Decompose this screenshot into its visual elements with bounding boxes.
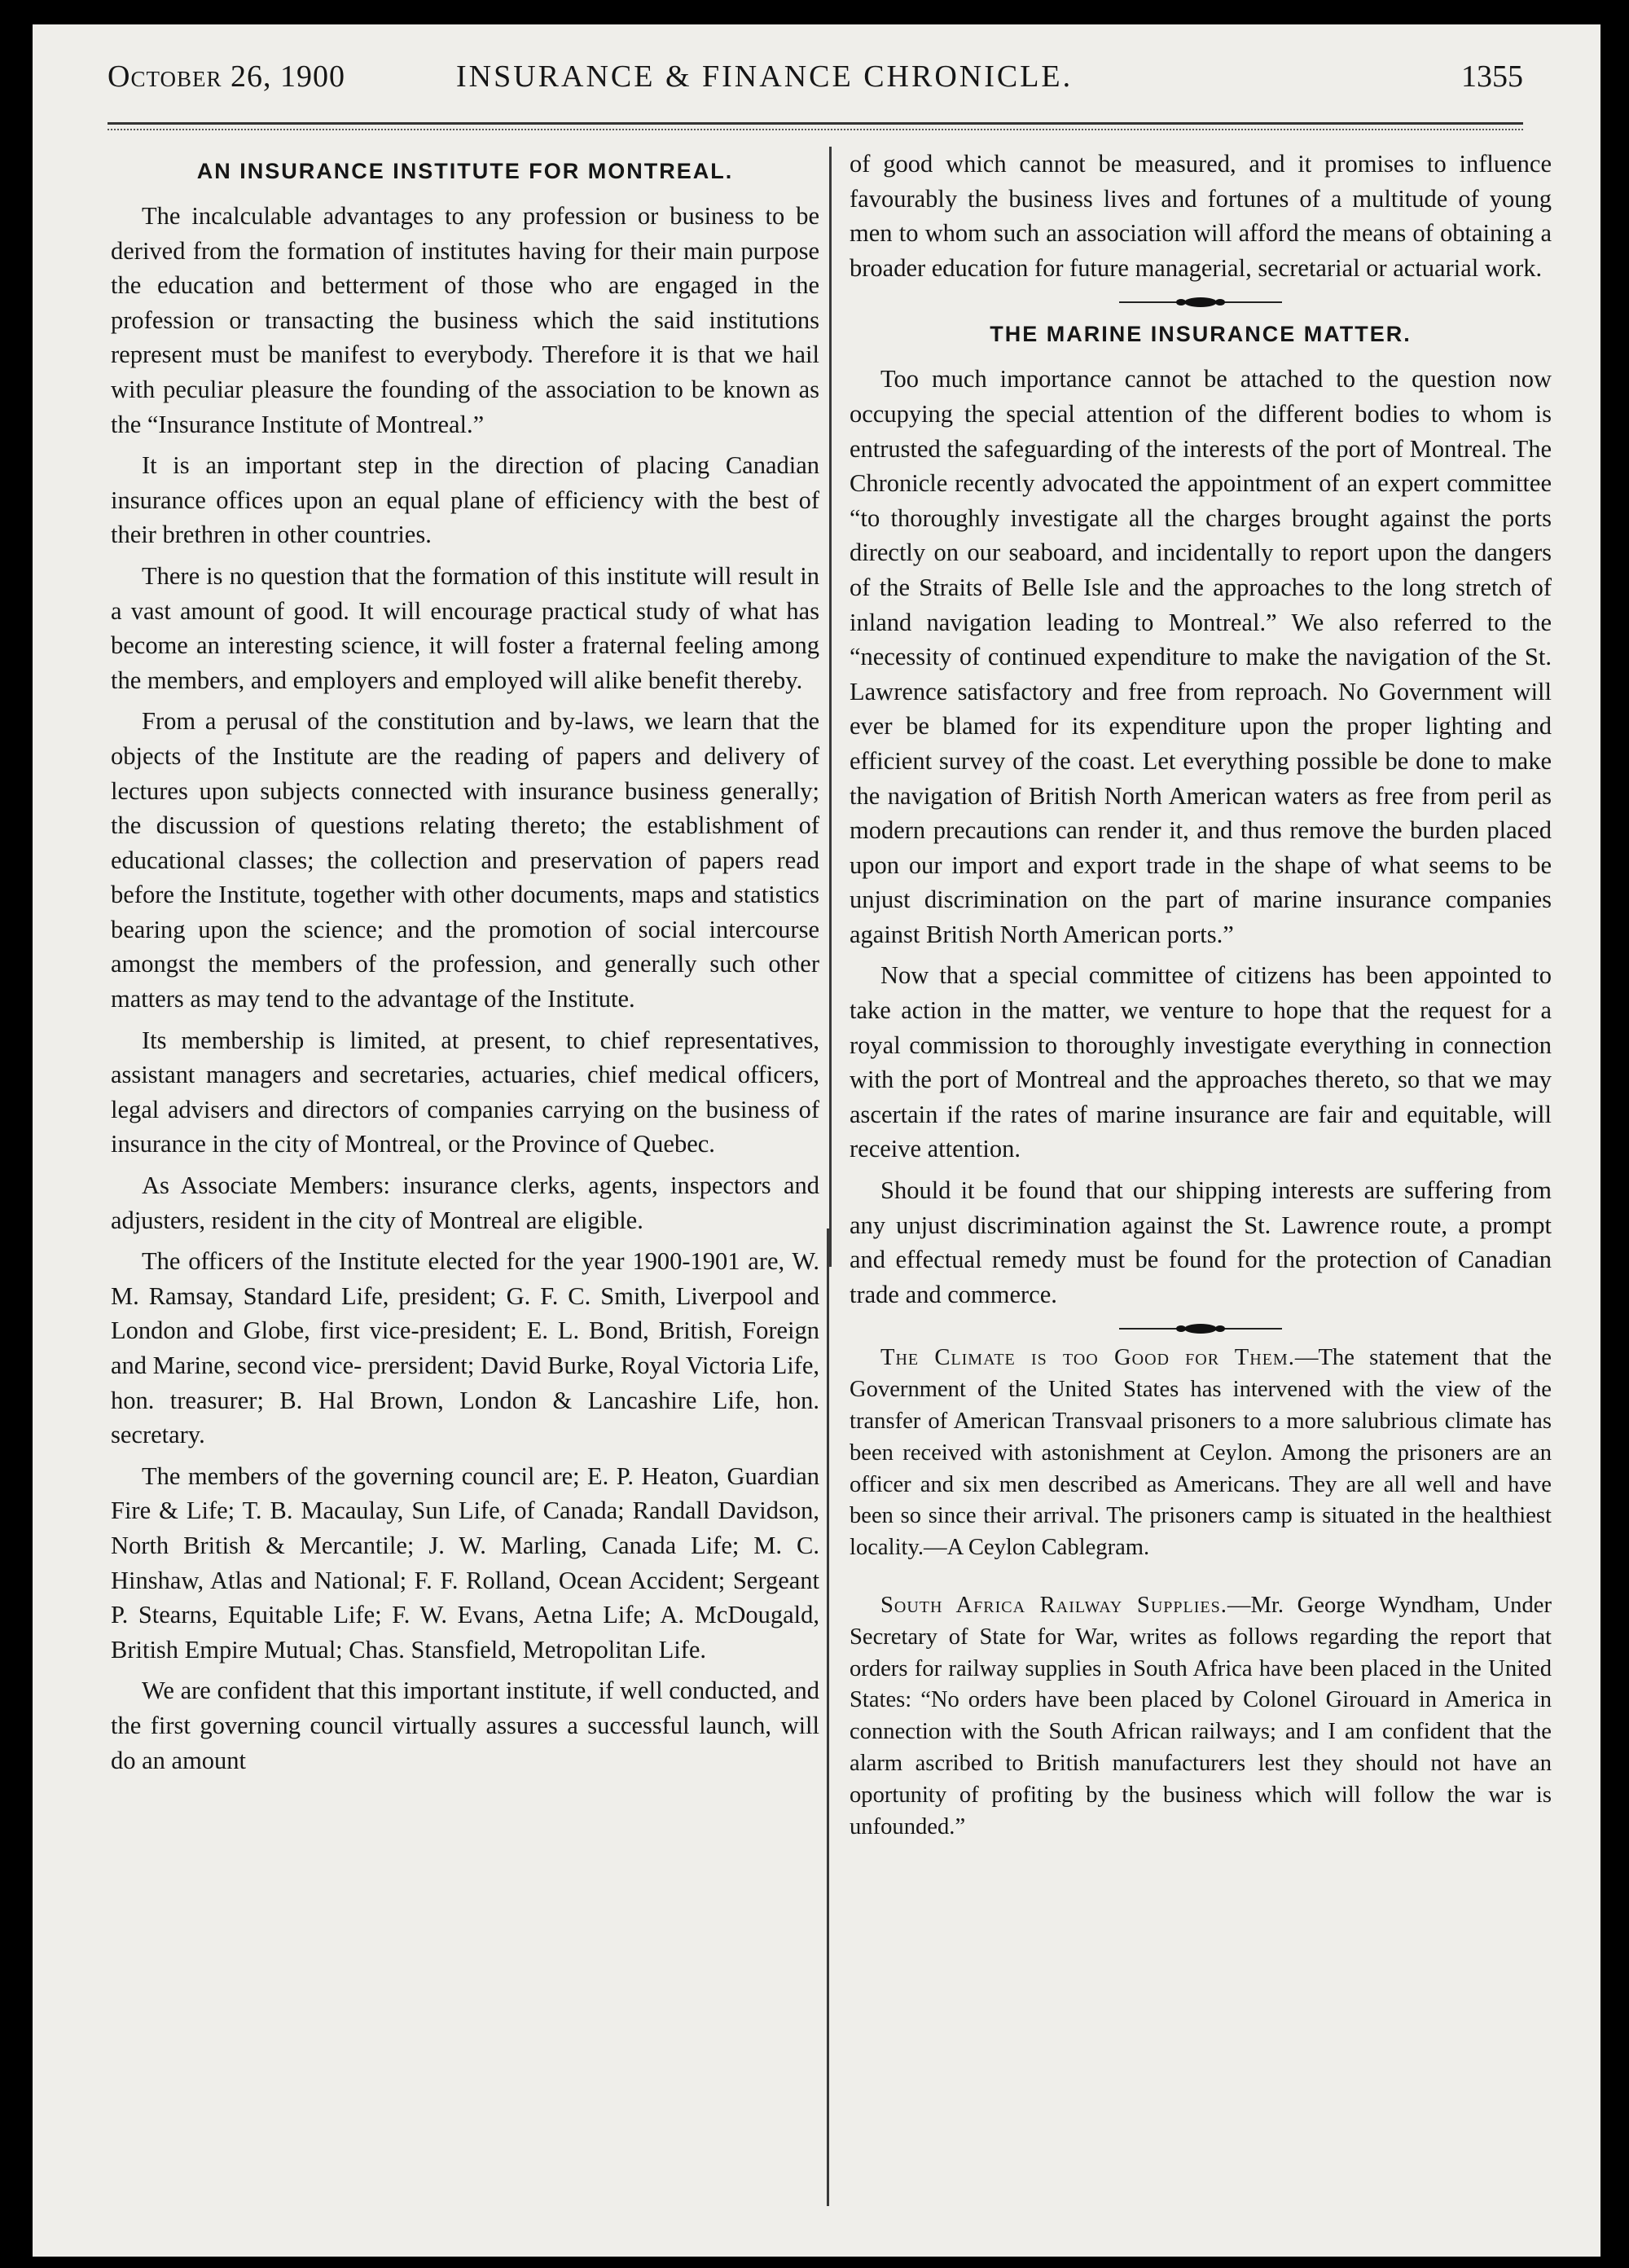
article-paragraph: The incalculable advantages to any profession or business to be derived from the formation of institutes having for their main purpose the education and betterment of those who are engaged in the profession or transacting the business which the said institutions represent must be manifest to everybody. Therefore it is that we hail with peculiar pleasure the founding of the association to be known as the “Insurance Institute of Montreal.” bbox=[111, 202, 819, 438]
article-paragraph: From a perusal of the constitution and by-laws, we learn that the objects of the Institute are the reading of papers and delivery of lectures upon subjects connected with insurance business generally; the discussion of questions relating thereto; the establishment of educational classes; the collection and preservation of papers read before the Institute, together with other documents, maps and statistics bearing upon the science; and the promotion of social intercourse amongst the members of the profession, and generally such other matters as may tend to the advantage of the Institute. bbox=[111, 707, 819, 1013]
left-column bbox=[111, 147, 819, 1784]
news-item-lead: The Climate is too Good for Them. bbox=[880, 1345, 1295, 1371]
article-paragraph: It is an important step in the direction of placing Canadian insurance offices upon an equal plane of efficiency with the best of their brethren in other countries. bbox=[111, 451, 819, 549]
article-paragraph: Its membership is limited, at present, to chief representatives, assistant managers and secretaries, actuaries, chief medical officers, legal advisers and directors of companies carrying on the business of insurance in the city of Montreal, or the Province of Quebec. bbox=[111, 1026, 819, 1158]
header-rule-dotted bbox=[108, 129, 1523, 130]
article-paragraph: Too much importance cannot be attached to the question now occupying the special attention of the different bodies to whom is entrusted the safeguarding of the interests of the port of Montreal. The Chronicle recently advocated the appointment of an expert committee “to thoroughly investigate all the charges brought against the ports directly on our seaboard, and incidentally to report upon the dangers of the Straits of Belle Isle and the approaches to the long stretch of inland navigation leading to Montreal.” We also referred to the “necessity of continued expenditure to make the navigation of the St. Lawrence satisfactory and free from reproach. No Government will ever be blamed for its expenditure upon the proper lighting and efficient survey of the coast. Let everything possible be done to make the navigation of British North American waters as free from peril as modern precautions can render it, and thus remove the burden placed upon our import and export trade in the shape of what seems to be unjust discrimination on the part of marine insurance companies against British North American ports.” bbox=[850, 365, 1552, 948]
article-paragraph: The officers of the Institute elected for the year 1900-1901 are, W. M. Ramsay, Standard Life, president; G. F. C. Smith, Liverpool and London and Globe, first vice-president; E. L. Bond, British, Foreign and Marine, second vice- prersident; David Burke, Royal Victoria Life, hon. treasurer; B. Hal Brown, London & Lancashire Life, hon. secretary. bbox=[111, 1247, 819, 1449]
page-number: 1355 bbox=[1461, 59, 1523, 94]
header-rule bbox=[108, 122, 1523, 125]
article-heading: AN INSURANCE INSTITUTE FOR MONTREAL. bbox=[196, 159, 734, 183]
news-item-body: —Mr. George Wyndham, Under Secretary of State for War, writes as follows regarding the report that orders for railway supplies in South Africa have been placed in the United States: “No orders have been placed by Colonel Girouard in America in connection with the South African railways; and I am confident that the alarm ascribed to British manufacturers lest they should not have an oportunity of profiting by the business which will follow the war is unfounded.” bbox=[850, 1592, 1552, 1839]
column-divider bbox=[829, 147, 832, 1267]
column-divider-lower bbox=[827, 1228, 829, 2206]
article-paragraph: There is no question that the formation of this institute will result in a vast amount of good. It will encourage practical study of what has become an interesting science, it will foster a fraternal feeling among the members, and employers and employed will alike benefit thereby. bbox=[111, 561, 819, 694]
ornament-divider bbox=[850, 1318, 1552, 1336]
news-item bbox=[850, 1590, 1552, 1843]
article-paragraph: The members of the governing council are; E. P. Heaton, Guardian Fire & Life; T. B. Macaulay, Sun Life, of Canada; Randall Davidson, North British & Mercantile; J. W. Marling, Canada Life; M. C. Hinshaw, Atlas and National; F. F. Rolland, Ocean Accident; Sergeant P. Stearns, Equitable Life; F. W. Evans, Aetna Life; A. McDougald, British Empire Mutual; Chas. Stansfield, Metropolitan Life. bbox=[111, 1461, 819, 1664]
article-paragraph: As Associate Members: insurance clerks, agents, inspectors and adjusters, resident in the city of Montreal are eligible. bbox=[111, 1171, 819, 1234]
article-paragraph: Should it be found that our shipping interests are suffering from any unjust discrimination against the St. Lawrence route, a prompt and effectual remedy must be found for the protection of Canadian trade and commerce. bbox=[850, 1176, 1552, 1308]
right-column bbox=[850, 147, 1552, 1848]
news-item-lead: South Africa Railway Supplies. bbox=[880, 1592, 1227, 1618]
news-briefs bbox=[850, 1343, 1552, 1843]
publication-title: INSURANCE & FINANCE CHRONICLE. bbox=[456, 59, 1074, 94]
article-paragraph: We are confident that this important institute, if well conducted, and the first governing council virtually assures a successful launch, will do an amount bbox=[111, 1677, 819, 1774]
article-paragraph: Now that a special committee of citizens has been appointed to take action in the matter, we venture to hope that the request for a royal commission to thoroughly investigate everything in connection with the port of Montreal and the approaches thereto, so that we may ascertain if the rates of marine insurance are fair and equitable, will receive attention. bbox=[850, 961, 1552, 1163]
article-paragraph-continued: of good which cannot be measured, and it promises to influence favourably the business lives and fortunes of a multitude of young men to whom such an association will afford the means of obtaining a broader education for future managerial, secretarial or actuarial work. bbox=[850, 150, 1552, 282]
ornament-divider bbox=[850, 292, 1552, 310]
article-heading: THE MARINE INSURANCE MATTER. bbox=[990, 322, 1412, 347]
issue-date: October 26, 1900 bbox=[108, 59, 345, 94]
news-item-body: —The statement that the Government of the United States has intervened with the view of the transfer of American Transvaal prisoners to a more salubrious climate has been received with astonishment at Ceylon. Among the prisoners are an officer and six men described as Americans. They are all well and have been so since their arrival. The prisoners camp is situated in the healthiest locality.—A Ceylon Cablegram. bbox=[850, 1345, 1552, 1561]
newspaper-page bbox=[33, 24, 1600, 2257]
news-item bbox=[850, 1343, 1552, 1564]
